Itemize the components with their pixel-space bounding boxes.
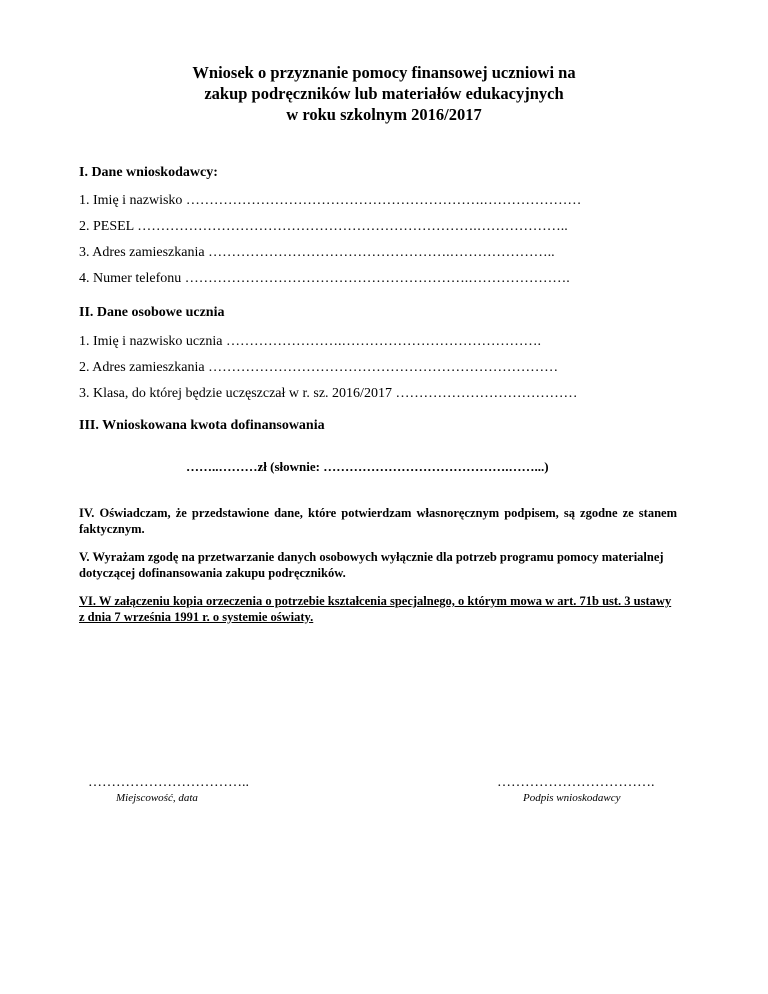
signature-field[interactable]: ……………………………. <box>497 775 655 790</box>
applicant-phone-field[interactable]: 4. Numer telefonu …………………………………………………….…………………. <box>79 271 570 286</box>
section-2-heading: II. Dane osobowe ucznia <box>79 305 225 320</box>
student-name-field[interactable]: 1. Imię i nazwisko ucznia …………………….……………………………………. <box>79 334 541 349</box>
title-line-3: w roku szkolnym 2016/2017 <box>286 105 482 124</box>
applicant-pesel-field[interactable]: 2. PESEL ……………………………………………………………….……………….. <box>79 219 568 234</box>
applicant-name-field[interactable]: 1. Imię i nazwisko ……………………………………………………….………………… <box>79 193 582 208</box>
place-date-field[interactable]: …………………………….. <box>88 775 249 790</box>
section-1-heading: I. Dane wnioskodawcy: <box>79 165 218 180</box>
section-3-heading: III. Wnioskowana kwota dofinansowania <box>79 418 325 433</box>
student-class-field[interactable]: 3. Klasa, do której będzie uczęszczał w r. sz. 2016/2017 ………………………………… <box>79 386 578 401</box>
amount-field[interactable]: ……..………zł (słownie: …………………………………….……...) <box>186 459 549 474</box>
applicant-address-field[interactable]: 3. Adres zamieszkania …………………………………………….………………….. <box>79 245 555 260</box>
title-line-1: Wniosek o przyznanie pomocy finansowej uczniowi na <box>192 63 576 82</box>
document-title <box>0 62 768 125</box>
attachment-statement: VI. W załączeniu kopia orzeczenia o potrzebie kształcenia specjalnego, o którym mowa w art. 71b ust. 3 ustawy z dnia 7 września 1991 r. o systemie oświaty. <box>79 594 672 624</box>
signature-caption: Podpis wnioskodawcy <box>523 792 621 804</box>
declaration-statement: IV. Oświadczam, że przedstawione dane, które potwierdzam własnoręcznym podpisem, są zgodne ze stanem faktycznym. <box>79 506 677 536</box>
student-address-field[interactable]: 2. Adres zamieszkania ………………………………………………………………… <box>79 360 559 375</box>
place-date-caption: Miejscowość, data <box>116 792 198 804</box>
consent-statement: V. Wyrażam zgodę na przetwarzanie danych osobowych wyłącznie dla potrzeb programu pomocy materialnej dotyczącej dofinansowania zakupu podręczników. <box>79 550 664 580</box>
title-line-2: zakup podręczników lub materiałów edukacyjnych <box>204 84 564 103</box>
